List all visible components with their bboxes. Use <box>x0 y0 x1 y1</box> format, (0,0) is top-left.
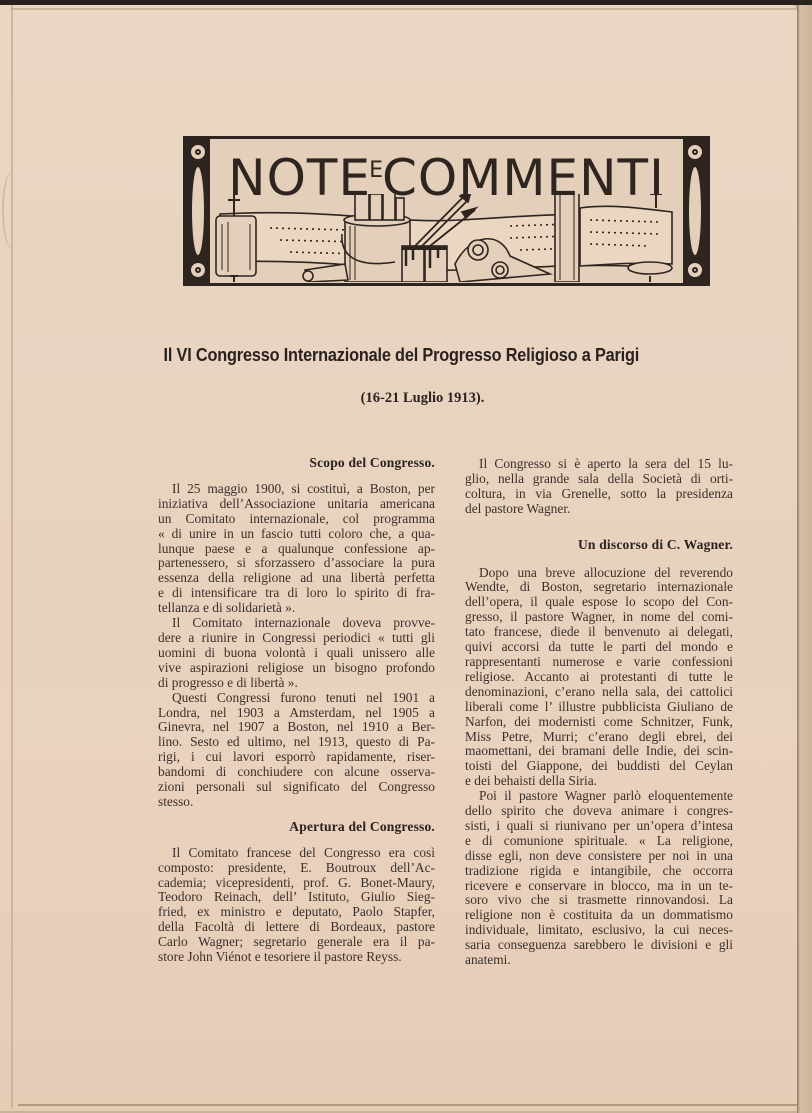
text-line: gresso, il pastore Wagner, in nome del comi- <box>465 609 733 625</box>
section-header-banner <box>183 136 710 286</box>
paragraph <box>158 482 435 616</box>
text-line: Londra, nel 1903 a Amsterdam, nel 1905 a <box>158 704 435 720</box>
text-line: cademia; vicepresidenti, prof. G. Bonet-Maury, <box>158 874 435 890</box>
text-line: fried, ex ministro e deputato, Paolo Stapfer, <box>158 904 435 920</box>
text-line: anatemi. <box>465 952 511 968</box>
text-line: denominazioni, c’erano nella sala, dei cattolici <box>465 683 733 699</box>
text-line: e dei behaisti della Siria. <box>465 773 598 789</box>
paragraph <box>158 691 435 810</box>
text-line: Wendte, di Boston, segretario internazionale <box>465 579 733 595</box>
text-line: saria conseguenza sarebbero le divisioni e gli <box>465 937 733 953</box>
text-line: liberali come l’ illustre pubblicista Giuliano de <box>465 698 733 714</box>
text-line: Poi il pastore Wagner parlò eloquentemente <box>479 788 733 804</box>
text-line: stesso. <box>158 793 194 809</box>
text-line: Questi Congressi furono tenuti nel 1901 a <box>172 689 435 705</box>
text-line: tellanza e di solidarietà ». <box>158 600 296 616</box>
text-line: quivi accorsi da tutte le parti del mondo e <box>465 639 733 655</box>
page-bottom-line <box>18 1104 798 1106</box>
text-line: un Comitato internazionale, col programma <box>158 510 435 526</box>
text-line: composto: presidente, E. Boutroux dell’Ac- <box>158 859 435 875</box>
text-line: dell’opera, il quale espose lo scopo del Con- <box>465 594 733 610</box>
text-line: dello spirito che doveva animare i congres- <box>465 803 733 819</box>
section-heading-scopo: Scopo del Congresso. <box>309 455 435 470</box>
text-line: vive aspirazioni religiose un bisogno profondo <box>158 659 435 675</box>
text-line: tradizione rigida e intangibile, che occorra <box>465 862 733 878</box>
text-line: religiose. Accanto ai protestanti di tutte le <box>465 668 733 684</box>
paragraph <box>158 616 435 691</box>
article-date: (16-21 Luglio 1913). <box>360 390 485 406</box>
paragraph <box>465 566 733 790</box>
spiral-ornament-icon <box>189 261 207 279</box>
paper-crease <box>2 170 24 250</box>
text-line: rigi, i cui lavori esporrò rapidamente, riser- <box>158 749 435 765</box>
page-top-line <box>11 8 797 10</box>
text-line: di progresso e di libertà ». <box>158 674 298 690</box>
banner-title-note: NOTE <box>228 149 372 207</box>
text-line: e di intensificare tra di loro lo spirito di fra- <box>158 585 435 601</box>
text-line: iniziativa dell’Associazione unitaria americana <box>158 495 435 511</box>
text-line: Ginevra, nel 1907 a Boston, nel 1910 a Ber- <box>158 719 435 735</box>
left-column <box>158 450 435 965</box>
text-line: lino. Sesto ed ultimo, nel 1913, questo di Pa- <box>158 734 435 750</box>
text-line: religione non è costituita da un dommatismo <box>465 907 733 923</box>
text-line: lunque paese e a qualunque confessione ap- <box>158 540 435 556</box>
text-line: partenessero, si sforzassero d’associare la pura <box>158 555 435 571</box>
article-title-text: Il VI Congresso Internazionale del Progresso Religioso a Parigi <box>163 344 640 365</box>
text-line: bandomi di conchiudere con alcune osserva- <box>158 764 435 780</box>
banner-left-ornament <box>186 139 210 283</box>
text-line: glio, nella grande sala della Società di orti- <box>465 470 733 486</box>
text-line: coltura, in via Grenelle, sotto la presidenza <box>465 485 733 501</box>
text-line: Il Comitato internazionale doveva provve- <box>172 615 435 631</box>
text-line: Narfon, dei modernisti come Schnitzer, Funk, <box>465 713 733 729</box>
article-title <box>51 344 752 366</box>
text-line: essenza della religione ad una libertà perfetta <box>158 570 435 586</box>
paragraph <box>465 457 733 517</box>
section-heading-discorso: Un discorso di C. Wagner. <box>577 536 733 552</box>
text-line: dere a riunire in Congressi periodici « tutti gli <box>158 629 435 645</box>
text-line: toisti del Giappone, dei buddisti del Ceylan <box>465 758 733 774</box>
text-line: e di comunione spirituale. « La religione, <box>465 832 733 848</box>
text-line: « di unire in un fascio tutti coloro che, a qua- <box>158 525 435 541</box>
text-line: Teodoro Reinach, dell’ Istituto, Giulio Sieg- <box>158 889 435 905</box>
text-line: Dopo una breve allocuzione del reverendo <box>479 564 733 580</box>
right-column <box>465 457 733 968</box>
text-line: rappresentanti numerose e varie confessioni <box>465 653 733 669</box>
text-line: disse egli, non deve consistere per noi in una <box>465 847 733 863</box>
text-line: soro vivo che si trasmette rinnovandosi. La <box>465 892 733 908</box>
banner-title-commenti: COMMENTI <box>381 149 665 207</box>
text-line: maomettani, dei bramani delle Indie, dei scin- <box>465 743 733 759</box>
text-line: Il Congresso si è aperto la sera del 15 lu- <box>479 456 733 471</box>
text-line: Il Comitato francese del Congresso era così <box>172 844 435 860</box>
spiral-ornament-icon <box>686 261 704 279</box>
paragraph <box>465 789 733 968</box>
text-line: store John Viénot e tesoriere il pastore Reyss. <box>158 949 402 965</box>
text-line: ricevere e conservare in blocco, ma in un te- <box>465 877 733 893</box>
text-line: individuale, limitato, esclusivo, la cui neces- <box>465 922 733 938</box>
spiral-ornament-icon <box>686 143 704 161</box>
banner-right-ornament <box>683 139 707 283</box>
text-line: zioni personali sul significato del Congresso <box>158 779 435 795</box>
banner-title-conjunction: E <box>369 158 384 183</box>
text-line: della Facoltà di lettere di Bordeaux, pastore <box>158 919 435 935</box>
section-heading-apertura: Apertura del Congresso. <box>289 818 435 834</box>
text-line: tato francese, diede il benvenuto ai delegati, <box>465 624 733 640</box>
text-line: sisti, i quali si riunivano per un’opera d’intesa <box>465 817 733 833</box>
text-line: uomini di buona volontà i quali unissero alle <box>158 644 435 660</box>
paragraph <box>158 846 435 965</box>
text-line: Il 25 maggio 1900, si costituì, a Boston, per <box>172 480 435 496</box>
text-line: del pastore Wagner. <box>465 500 571 516</box>
text-line: Carlo Wagner; segretario generale era il pa- <box>158 934 435 950</box>
text-line: Miss Petre, Murri; c’erano degli ebrei, dei <box>465 728 733 744</box>
spiral-ornament-icon <box>189 143 207 161</box>
page-right-edge <box>797 5 812 1113</box>
banner-title <box>216 141 677 208</box>
